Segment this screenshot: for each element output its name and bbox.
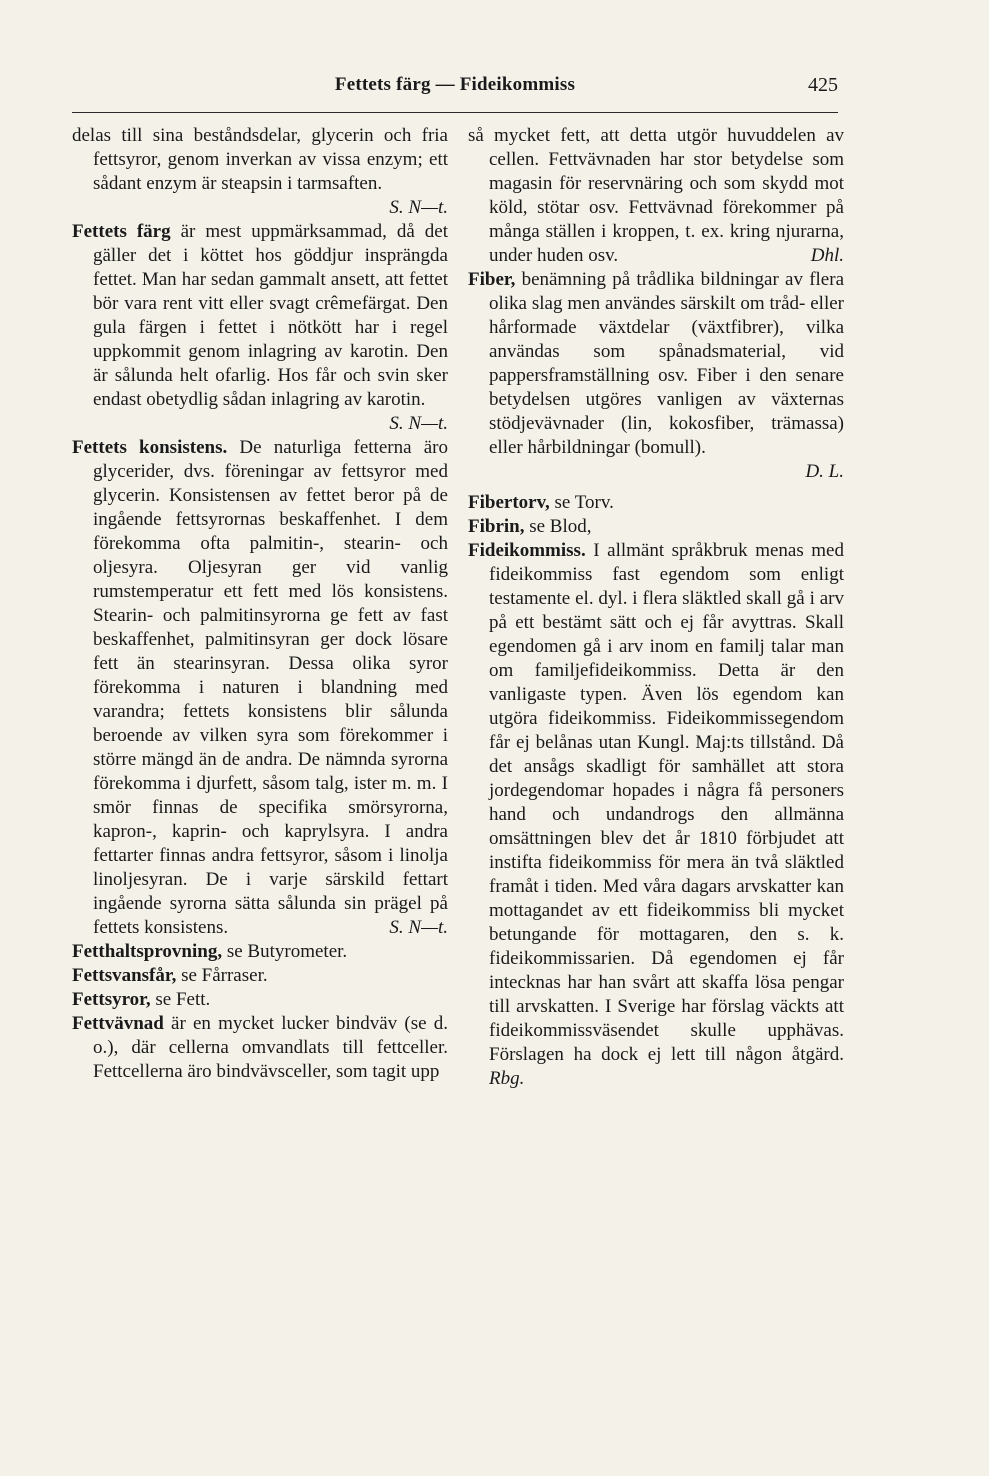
entry-headword: Fibertorv, bbox=[468, 492, 550, 513]
entry-text: se Fett. bbox=[150, 989, 211, 1010]
right-column bbox=[468, 124, 844, 1091]
entry-text: delas till sina beståndsdelar, glycerin och fria fettsyror, genom inverkan av vissa enzym; ett sådant enzym är steapsin i tarmsaften. bbox=[72, 125, 448, 194]
entry-fettsvansfar bbox=[72, 964, 448, 988]
entry-headword: Fettvävnad bbox=[72, 1013, 164, 1034]
running-title: Fettets färg — Fideikommiss bbox=[334, 74, 576, 95]
entry-headword: Fibrin, bbox=[468, 516, 525, 537]
entry-fibertorv bbox=[468, 491, 844, 515]
entry-signature: D. L. bbox=[805, 461, 844, 482]
entry-headword: Fettets färg bbox=[72, 221, 171, 242]
entry-signature: Rbg. bbox=[489, 1068, 525, 1089]
entry-fettvavnad bbox=[72, 1012, 448, 1084]
entry-text: I allmänt språkbruk menas med fideikommiss fast egendom som enligt testamente el. dyl. i flera släktled skall gå i arv på ett bestämt sätt och ej får avyttras. Skall egendomen gå i arv inom en familj talar man om familjefideikommiss. Detta är den vanligaste typen. Även lös egendom kan utgöra fideikommiss. Fideikommissegendom får ej belånas utan Kungl. Maj:ts tillstånd. Då det ansågs skadligt för samhället att stora jordegendomar hopades i några få personers hand och undandrogs den allmänna omsättningen blev det år 1810 förbjudet att instifta fideikommiss för mera än två släktled framåt i tiden. Med våra dagars arvskatter kan mottagandet av ett fideikommiss bli mycket betungande för mottagaren, den s. k. fideikommissarien. Då egendomen ej får intecknas har han svårt att skaffa lösa pengar till arvskatten. I Sverige har förslag väckts att fideikommissväsendet skulle upphävas. Förslagen ha dock ej lett till någon åtgärd. bbox=[489, 540, 844, 1065]
entry-signature: S. N—t. bbox=[389, 197, 448, 218]
entry-signature: Dhl. bbox=[810, 245, 844, 266]
entry-headword: Fideikommiss. bbox=[468, 540, 586, 561]
entry-text: se Torv. bbox=[549, 492, 614, 513]
left-column bbox=[72, 124, 448, 1084]
entry-text: De naturliga fetterna äro glycerider, dvs. föreningar av fettsyror med glycerin. Konsistensen av fettet beror på de ingående fettsyrornas beskaffenhet. I dem förekomma ofta palmitin-, stearin- och oljesyra. Oljesyran ger vid vanlig rumstemperatur ett fett med lös konsistens. Stearin- och palmitinsyrorna ge fett av fast beskaffenhet, palmitinsyran ger dock lösare fett än stearinsyran. Dessa olika syror förekomma i naturen i blandning med varandra; fettets konsistens blir sålunda beroende av vilken syra som förekommer i större mängd än de andra. De nämnda syrorna förekomma i djurfett, såsom talg, ister m. m. I smör finnas de specifika smörsyrorna, kapron-, kaprin- och kaprylsyra. I andra fettarter finnas andra fettsyror, såsom i linolja linoljesyran. De i varje särskild fettart ingående syrorna sätta sålunda sin prägel på fettets konsistens. bbox=[93, 437, 448, 938]
entry-signature: S. N—t. bbox=[389, 413, 448, 434]
entry-fettsyror bbox=[72, 988, 448, 1012]
entry-fettets-konsistens bbox=[72, 436, 448, 940]
entry-text: benämning på trådlika bildningar av flera olika slag men användes särskilt om tråd- eller hårformade växtdelar (växtfibrer), vilka användas som spånadsmaterial, vid pappersframställning osv. Fiber i den senare betydelsen utgöres vanligen av växternas stödjevävnader (lin, kokosfiber, trämassa) eller hårbildningar (bomull). bbox=[489, 269, 844, 458]
entry-fibrin bbox=[468, 515, 844, 539]
entry-fideikommiss bbox=[468, 539, 844, 1091]
entry-headword: Fetthaltsprovning, bbox=[72, 941, 223, 962]
entry-text: se Fårraser. bbox=[176, 965, 268, 986]
entry-text: se Butyrometer. bbox=[222, 941, 348, 962]
page-number: 425 bbox=[808, 74, 838, 96]
entry-fetthaltsprovning bbox=[72, 940, 448, 964]
page-header bbox=[72, 74, 838, 102]
entry-text: så mycket fett, att detta utgör huvuddelen av cellen. Fettvävnaden har stor betydelse som magasin för reservnäring och som skydd mot köld, stötar osv. Fettvävnad förekommer på många ställen i kroppen, t. ex. kring njurarna, under huden osv. bbox=[468, 125, 844, 266]
entry-headword: Fiber, bbox=[468, 269, 516, 290]
entry-continuation-fettvavnad bbox=[468, 124, 844, 268]
entry-fettets-farg bbox=[72, 220, 448, 436]
entry-headword: Fettsyror, bbox=[72, 989, 151, 1010]
entry-headword: Fettets konsistens. bbox=[72, 437, 228, 458]
entry-signature: S. N—t. bbox=[389, 917, 448, 938]
header-rule bbox=[72, 112, 838, 113]
entry-continuation-fett bbox=[72, 124, 448, 220]
entry-fiber bbox=[468, 268, 844, 484]
entry-text: se Blod, bbox=[524, 516, 592, 537]
entry-text: är en mycket lucker bindväv (se d. o.), där cellerna omvandlats till fettceller. Fettcellerna äro bindvävsceller, som tagit upp bbox=[93, 1013, 448, 1082]
entry-text: är mest uppmärksammad, då det gäller det i köttet hos göddjur insprängda fettet. Man har sedan gammalt ansett, att fettet bör vara rent vitt eller svagt crêmefärgat. Den gula färgen i fettet i nötkött har i regel uppkommit genom inlagring av karotin. Den är sålunda helt ofarlig. Hos får och svin sker endast obetydlig sådan inlagring av karotin. bbox=[93, 221, 448, 410]
entry-headword: Fettsvansfår, bbox=[72, 965, 177, 986]
